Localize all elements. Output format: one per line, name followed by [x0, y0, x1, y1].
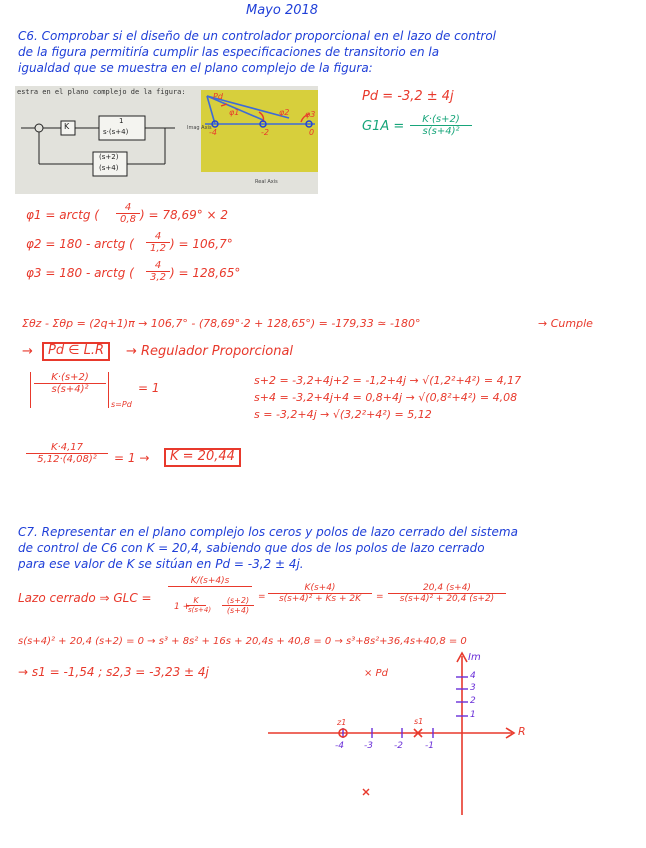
c7-statement-line-3: para ese valor de K se sitúan en Pd = -3,2 ± 4j. — [18, 557, 304, 571]
im-tick-2: 2 — [470, 696, 476, 706]
mag-line-2: s+4 = -3,2+4j+4 = 0,8+4j → √(0,8²+4²) = 4,08 — [254, 391, 518, 404]
re-tick-neg2: -2 — [394, 741, 403, 751]
phi1-den: 0,8 — [120, 214, 136, 225]
closed-loop-roots: → s1 = -1,54 ; s2,3 = -3,23 ± 4j — [18, 665, 209, 679]
glc-eq-2: = — [376, 592, 384, 602]
im-tick-4: 4 — [470, 671, 476, 681]
phi2-rhs: ) = 106,7° — [170, 237, 233, 251]
pd-marker-label: × Pd — [364, 668, 388, 679]
k-den: 5,12·(4,08)² — [37, 454, 97, 465]
photo-plot-mark-neg4: -4 — [209, 128, 217, 137]
photo-feedback-den: (s+4) — [99, 164, 119, 172]
photo-plot-phi1: φ1 — [229, 108, 240, 117]
magnitude-subscript: s=Pd — [111, 400, 132, 409]
photo-plot-phi3: φ3 — [305, 110, 316, 119]
phi3-rhs: ) = 128,65° — [170, 266, 241, 280]
closed-loop-pole-lower — [363, 789, 369, 795]
phi3-lhs: φ3 = 180 - arctg ( — [26, 266, 134, 280]
phi1-num: 4 — [116, 202, 140, 214]
re-tick-neg1: -1 — [425, 741, 434, 751]
zero-label: z1 — [337, 718, 347, 727]
im-axis-label: Im — [468, 652, 481, 663]
glc-frac2-num: K(s+4) — [268, 583, 372, 594]
photo-block-k: K — [64, 122, 70, 131]
re-tick-neg3: -3 — [364, 741, 373, 751]
photo-caption: estra en el plano complejo de la figura: — [17, 88, 186, 96]
photo-plot-mark-neg2: -2 — [261, 128, 269, 137]
plane-axes — [268, 653, 514, 815]
c7-statement-line-1: C7. Representar en el plano complejo los ceros y polos de lazo cerrado del sistema — [18, 525, 518, 539]
photo-plot-xlabel: Real Axis — [255, 179, 278, 185]
lazo-cerrado-label: Lazo cerrado ⇒ GLC = — [18, 591, 152, 605]
photo-plot-phi2: φ2 — [279, 108, 290, 117]
c6-statement-line-2: de la figura permitiría cumplir las especificaciones de transitorio en la — [18, 45, 440, 59]
phi2-num: 4 — [146, 231, 170, 243]
regulador-proporcional: → Regulador Proporcional — [126, 344, 294, 359]
glc-big-num: K/(s+4)s — [168, 576, 252, 587]
glc-big-den-ratio-den: (s+4) — [226, 606, 250, 615]
photo-plot-ylabel: Imag Axis — [187, 125, 212, 131]
pole-s1-label: s1 — [414, 717, 424, 726]
photo-plant-den: s·(s+4) — [103, 128, 129, 136]
glc-big-den-ratio-num: (s+2) — [222, 596, 254, 606]
k-num: K·4,17 — [26, 442, 108, 454]
photo-feedback-num: (s+2) — [99, 153, 119, 161]
magnitude-den: s(s+4)² — [51, 384, 89, 395]
page-date-title: Mayo 2018 — [246, 3, 319, 18]
c6-statement-line-3: igualdad que se muestra en el plano complejo de la figura: — [18, 61, 373, 75]
glc-frac2-den: s(s+4)² + Ks + 2K — [278, 594, 362, 604]
magnitude-num: K·(s+2) — [34, 372, 106, 384]
pd-arrow: → — [22, 344, 33, 359]
c7-statement-line-2: de control de C6 con K = 20,4, sabiendo que dos de los polos de lazo cerrado — [18, 541, 485, 555]
c6-gla-num: K·(s+2) — [410, 114, 472, 126]
glc-frac3-den: s(s+4)² + 20,4 (s+2) — [399, 594, 495, 604]
pd-in-lr-box: Pd ∈ L.R — [42, 342, 110, 361]
c6-pd: Pd = -3,2 ± 4j — [362, 89, 454, 104]
glc-eq-1: = — [258, 592, 266, 602]
k-result-box: K = 20,44 — [164, 448, 241, 467]
cumple-label: → Cumple — [538, 317, 593, 330]
k-eq: = 1 → — [114, 451, 150, 465]
photo-plot-pd: Pd — [213, 92, 223, 101]
im-tick-1: 1 — [470, 710, 476, 720]
re-tick-neg4: -4 — [335, 741, 344, 751]
im-tick-3: 3 — [470, 683, 476, 693]
phi3-den: 3,2 — [150, 272, 166, 283]
re-axis-label: R — [518, 725, 526, 738]
magnitude-eq: = 1 — [138, 381, 160, 395]
glc-frac3-num: 20,4 (s+4) — [388, 583, 506, 594]
c6-statement-line-1: C6. Comprobar si el diseño de un controlador proporcional en el lazo de control — [18, 29, 497, 43]
characteristic-equation: s(s+4)² + 20,4 (s+2) = 0 → s³ + 8s² + 16s + 20,4s + 40,8 = 0 → s³+8s²+36,4s+40,8 = 0 — [18, 636, 467, 647]
phi1-rhs: ) = 78,69° × 2 — [140, 208, 229, 222]
phi1-lhs: φ1 = arctg ( — [26, 208, 99, 222]
c6-gla-label: G1A = — [362, 119, 405, 134]
mag-line-1: s+2 = -3,2+4j+2 = -1,2+4j → √(1,2²+4²) = 4,17 — [254, 374, 522, 387]
glc-big-den-k-den: s(s+4) — [188, 606, 212, 614]
phi2-den: 1,2 — [150, 243, 166, 254]
photo-plot-mark-zero: 0 — [309, 128, 315, 137]
glc-big-den-left: 1 + — [174, 602, 191, 612]
c6-gla-den: s(s+4)² — [422, 126, 460, 137]
angle-condition: Σθz - Σθp = (2q+1)π → 106,7° - (78,69°·2 + 128,65°) = -179,33 ≃ -180° — [22, 317, 421, 330]
phi3-num: 4 — [146, 260, 170, 272]
mag-line-3: s = -3,2+4j → √(3,2²+4²) = 5,12 — [254, 408, 432, 421]
photo-plant-num: 1 — [119, 117, 124, 125]
glc-big-den-k-num: K — [186, 596, 206, 606]
phi2-lhs: φ2 = 180 - arctg ( — [26, 237, 134, 251]
